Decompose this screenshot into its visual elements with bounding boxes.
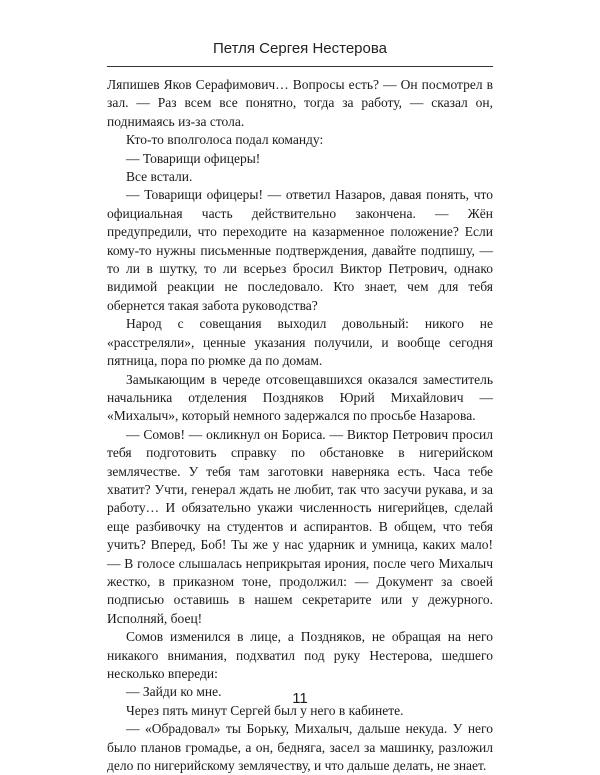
paragraph: Кто-то вполголоса подал команду:: [126, 132, 324, 148]
paragraph: — Товарищи офицеры! — ответил Назаров, давая понять, что официальная часть действительно закончена. — Жён предупредили, что переходите на казарменное положение? Если кому-то нужны письменные подтверждения, давайте подпишу, — то ли в шутку, то ли всерьез бросил Виктор Петрович, однако видимой реакции не последовало. Кто знает, чем для тебя обернется такая забота руководства?: [107, 187, 493, 313]
page-number: 11: [292, 690, 308, 707]
paragraph: Через пять минут Сергей был у него в кабинете.: [126, 702, 404, 718]
paragraph: Сомов изменился в лице, а Поздняков, не обращая на него никакого внимания, подхватил под руку Нестерова, шедшего несколько впереди:: [107, 629, 493, 681]
paragraph: Ляпишев Яков Серафимович… Вопросы есть? — Он посмотрел в зал. — Раз всем все понятно, тогда за работу, — сказал он, поднимаясь из-за стола.: [107, 77, 493, 129]
paragraph: Народ с совещания выходил довольный: никого не «расстреляли», ценные указания получили, и вообще сегодня пятница, пора по рюмке да по домам.: [107, 316, 493, 369]
paragraph: — «Обрадовал» ты Борьку, Михалыч, дальше некуда. У него было планов громадье, а он, бедняга, засел за машинку, разложил дело по нигерийскому землячеству, и что дальше делать, не знает.: [107, 721, 493, 774]
paragraph: — Товарищи офицеры!: [126, 150, 261, 166]
header-rule: [107, 66, 493, 67]
paragraph: — Сомов! — окликнул он Бориса. — Виктор Петрович просил тебя подготовить справку по обстановке в нигерийском землячестве. У тебя там заготовки наверняка есть. Часа тебе хватит? Учти, генерал ждать не любит, так что засучи рукава, и за работу… И обязательно укажи численность нигерийцев, сделай еще разбивочку на студентов и аспирантов. В общем, что тебя учить? Вперед, Боб! Ты же у нас ударник и умница, каких мало! — В голосе слышалась неприкрытая ирония, после чего Михалыч жестко, в приказном тоне, продолжил: — Документ за своей подписью оставишь в нашем секретарите или у дежурного. Исполняй, боец!: [107, 426, 493, 626]
running-head: Петля Сергея Нестерова: [212, 40, 388, 57]
paragraph: Все встали.: [126, 169, 193, 185]
paragraph: — Зайди ко мне.: [126, 684, 222, 700]
body-text: [107, 76, 493, 775]
paragraph: Замыкающим в череде отсовещавшихся оказался заместитель начальника отделения Поздняков Юрий Михайлович — «Михалыч», который немного задержался по просьбе Назарова.: [107, 371, 493, 424]
